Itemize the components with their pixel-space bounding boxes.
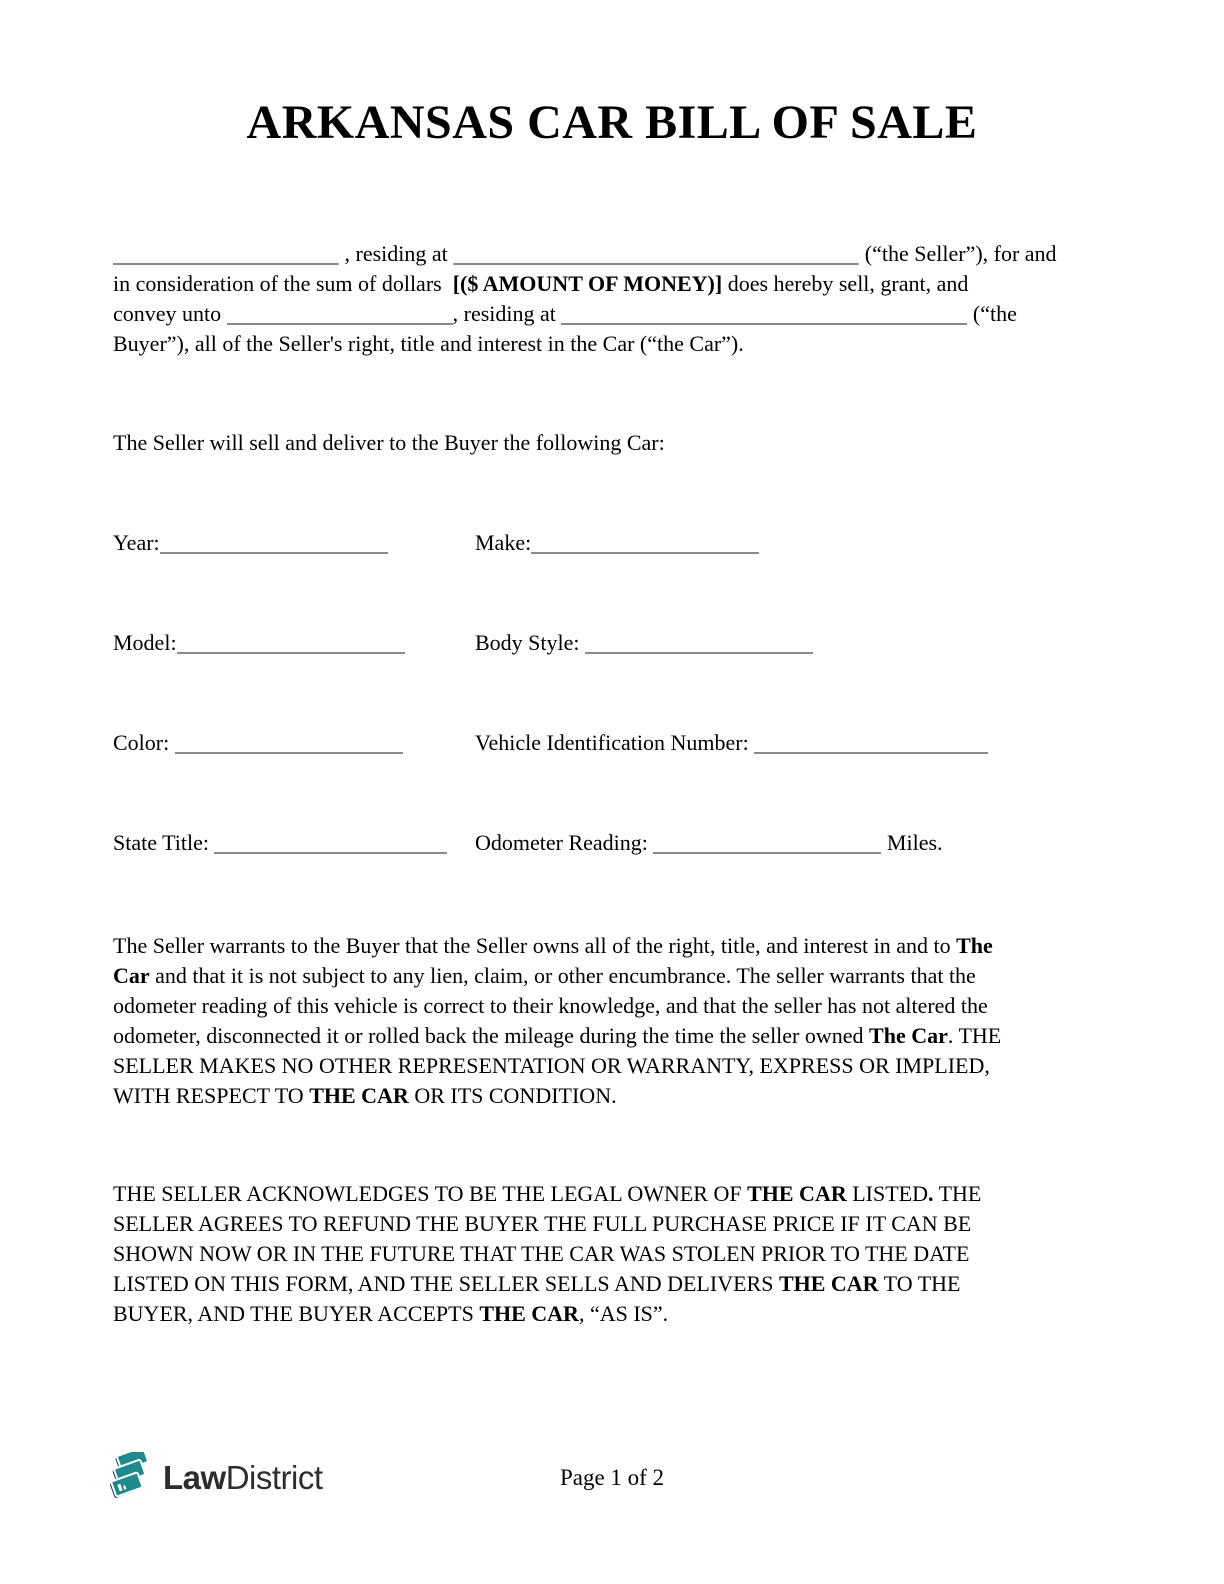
warranty-l4-text-c: . THE [947, 1023, 1002, 1048]
vehicle-row-year-make [113, 528, 1110, 558]
seller-address-blank [453, 243, 859, 265]
vin-blank [754, 732, 988, 754]
warranty-line-2 [113, 961, 1113, 991]
ack-line-1 [113, 1179, 1113, 1209]
intro-line-3 [113, 299, 1113, 329]
buyer-name-blank [227, 303, 453, 325]
make-label: Make: [475, 530, 532, 555]
ack-l1-text-c: LISTED [846, 1181, 928, 1206]
body-style-blank [585, 632, 813, 654]
warranty-line-6 [113, 1081, 1113, 1111]
warranty-line-1 [113, 931, 1113, 961]
odometer-label: Odometer Reading: [475, 830, 654, 855]
state-title-field [113, 830, 447, 855]
body-style-field [475, 628, 813, 658]
ack-l1-bold-period: . [927, 1181, 934, 1206]
odometer-field [475, 828, 943, 858]
warranty-l4-bold: The Car [869, 1023, 948, 1048]
acknowledgement-paragraph [113, 1179, 1113, 1329]
state-title-label: State Title: [113, 830, 215, 855]
ack-line-5 [113, 1299, 1113, 1329]
ack-l5-text-c: , “AS IS”. [578, 1301, 669, 1326]
warranty-paragraph [113, 931, 1113, 1111]
color-field [113, 730, 403, 755]
sell-intro-paragraph [113, 428, 1113, 458]
ack-l1-bold: THE CAR [747, 1181, 847, 1206]
intro-line-4: Buyer”), all of the Seller's right, title and interest in the Car (“the Car”). [113, 331, 744, 356]
intro-l1-text-a: , residing at [339, 241, 454, 266]
year-label: Year: [113, 530, 160, 555]
ack-line-2: SELLER AGREES TO REFUND THE BUYER THE FULL PURCHASE PRICE IF IT CAN BE [113, 1211, 972, 1236]
intro-l3-text-a: convey unto [113, 301, 227, 326]
warranty-l6-text-a: WITH RESPECT TO [113, 1083, 310, 1108]
ack-line-3: SHOWN NOW OR IN THE FUTURE THAT THE CAR WAS STOLEN PRIOR TO THE DATE [113, 1241, 970, 1266]
model-label: Model: [113, 630, 177, 655]
intro-line-1 [113, 239, 1113, 269]
intro-l1-text-b: (“the Seller”), for and [859, 241, 1057, 266]
seller-name-blank [113, 243, 339, 265]
page-title: ARKANSAS CAR BILL OF SALE [246, 96, 978, 149]
color-blank [175, 732, 403, 754]
amount-of-money-placeholder: [($ AMOUNT OF MONEY)] [452, 271, 723, 296]
warranty-l1-text: The Seller warrants to the Buyer that the Seller owns all of the right, title, and interest in and to [113, 933, 957, 958]
year-blank [160, 532, 388, 554]
color-label: Color: [113, 730, 175, 755]
brand-law: Law [163, 1459, 226, 1496]
intro-line-2 [113, 269, 1113, 299]
intro-l2-text-c: does hereby sell, grant, and [722, 271, 969, 296]
page-number: Page 1 of 2 [559, 1465, 665, 1490]
warranty-l1-bold: The [956, 933, 993, 958]
model-field [113, 630, 405, 655]
buyer-address-blank [561, 303, 967, 325]
model-blank [177, 632, 405, 654]
intro-l3-text-b: , residing at [452, 301, 562, 326]
ack-line-4 [113, 1269, 1113, 1299]
ack-l1-text-e: THE [933, 1181, 982, 1206]
vin-field [475, 728, 988, 758]
ack-l1-text-a: THE SELLER ACKNOWLEDGES TO BE THE LEGAL OWNER OF [113, 1181, 748, 1206]
intro-l2-text-a: in consideration of the sum of dollars [113, 271, 453, 296]
vehicle-row-statetitle-odometer [113, 828, 1110, 858]
odometer-blank [653, 832, 881, 854]
warranty-l6-text-c: OR ITS CONDITION. [408, 1083, 617, 1108]
brand-district: District [225, 1459, 323, 1496]
state-title-blank [214, 832, 447, 854]
warranty-l4-text-a: odometer, disconnected it or rolled back the mileage during the time the seller owned [113, 1023, 870, 1048]
warranty-l6-bold: THE CAR [309, 1083, 409, 1108]
warranty-line-3: odometer reading of this vehicle is correct to their knowledge, and that the seller has not altered the [113, 993, 988, 1018]
year-field [113, 530, 388, 555]
ack-l4-text-c: TO THE [878, 1271, 961, 1296]
intro-paragraph [113, 239, 1113, 359]
warranty-line-4 [113, 1021, 1113, 1051]
ack-l4-text-a: LISTED ON THIS FORM, AND THE SELLER SELLS AND DELIVERS [113, 1271, 779, 1296]
ack-l4-bold: THE CAR [778, 1271, 879, 1296]
body-style-label: Body Style: [475, 630, 586, 655]
make-blank [531, 532, 759, 554]
make-field [475, 528, 759, 558]
intro-l3-text-c: (“the [967, 301, 1017, 326]
vehicle-row-color-vin [113, 728, 1110, 758]
sell-intro-text: The Seller will sell and deliver to the Buyer the following Car: [113, 430, 665, 455]
ack-l5-text-a: BUYER, AND THE BUYER ACCEPTS [113, 1301, 480, 1326]
warranty-l2-text: and that it is not subject to any lien, claim, or other encumbrance. The seller warrants that the [149, 963, 976, 988]
odometer-suffix: Miles. [881, 830, 943, 855]
vehicle-row-model-bodystyle [113, 628, 1110, 658]
warranty-l2-bold: Car [113, 963, 150, 988]
vin-label: Vehicle Identification Number: [475, 730, 755, 755]
warranty-line-5: SELLER MAKES NO OTHER REPRESENTATION OR WARRANTY, EXPRESS OR IMPLIED, [113, 1053, 990, 1078]
ack-l5-bold: THE CAR [479, 1301, 579, 1326]
